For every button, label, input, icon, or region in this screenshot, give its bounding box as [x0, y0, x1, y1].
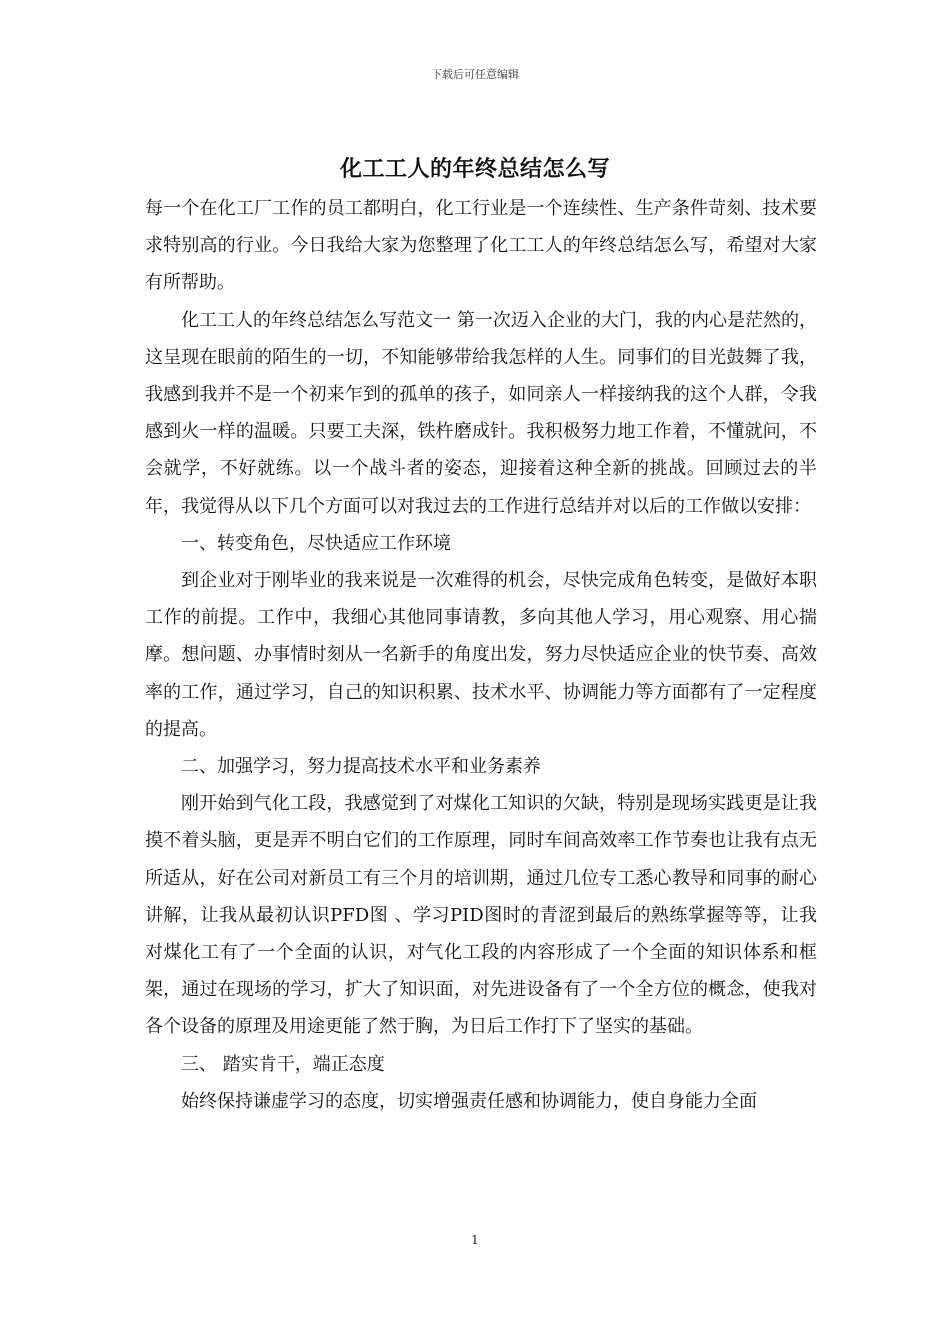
section-heading: 三、 踏实肯干，端正态度: [181, 1053, 385, 1075]
body-paragraph: 化工工人的年终总结怎么写范文一 第一次迈入企业的大门，我的内心是茫然的，这呈现在眼前的陌生的一切，不知能够带给我怎样的人生。同事们的目光鼓舞了我，我感到我并不是一个初来乍到的孤单的孩子，如同亲人一样接纳我的这个人群，令我感到火一样的温暖。只要工夫深，铁杵磨成针。我积极努力地工作着，不懂就问，不会就学，不好就练。以一个战斗者的姿态，迎接着这种全新的挑战。回顾过去的半年，我觉得从以下几个方面可以对我过去的工作进行总结并对以后的工作做以安排：: [145, 309, 817, 517]
document-title: 化工工人的年终总结怎么写: [339, 156, 610, 182]
body-paragraph: 刚开始到气化工段，我感觉到了对煤化工知识的欠缺，特别是现场实践更是让我摸不着头脑，更是弄不明白它们的工作原理，同时车间高效率工作节奏也让我有点无所适从，好在公司对新员工有三个月的培训期，通过几位专工悉心教导和同事的耐心讲解，让我从最初认识PFD图 、学习PID图时的青涩到最后的熟练掌握等等，让我对煤化工有了一个全面的认识，对气化工段的内容形成了一个全面的知识体系和框架，通过在现场的学习，扩大了知识面，对先进设备有了一个全方位的概念，使我对各个设备的原理及用途更能了然于胸，为日后工作打下了坚实的基础。: [145, 793, 817, 1038]
page-number: 1: [471, 1233, 479, 1247]
body-paragraph: 到企业对于刚毕业的我来说是一次难得的机会，尽快完成角色转变，是做好本职工作的前提。工作中，我细心其他同事请教，多向其他人学习，用心观察、用心揣摩。想问题、办事情时刻从一名新手的角度出发，努力尽快适应企业的快节奏、高效率的工作，通过学习，自己的知识积累、技术水平、协调能力等方面都有了一定程度的提高。: [145, 570, 817, 740]
section-heading: 一、转变角色，尽快适应工作环境: [181, 532, 451, 554]
page-header: 下载后可任意编辑: [431, 68, 519, 81]
document-body: [145, 190, 817, 1120]
body-paragraph: 始终保持谦虚学习的态度，切实增强责任感和协调能力，使自身能力全面: [181, 1090, 757, 1112]
section-heading: 二、加强学习，努力提高技术水平和业务素养: [181, 756, 541, 778]
intro-paragraph: 每一个在化工厂工作的员工都明白，化工行业是一个连续性、生产条件苛刻、技术要求特别高的行业。今日我给大家为您整理了化工工人的年终总结怎么写，希望对大家有所帮助。: [145, 198, 817, 294]
